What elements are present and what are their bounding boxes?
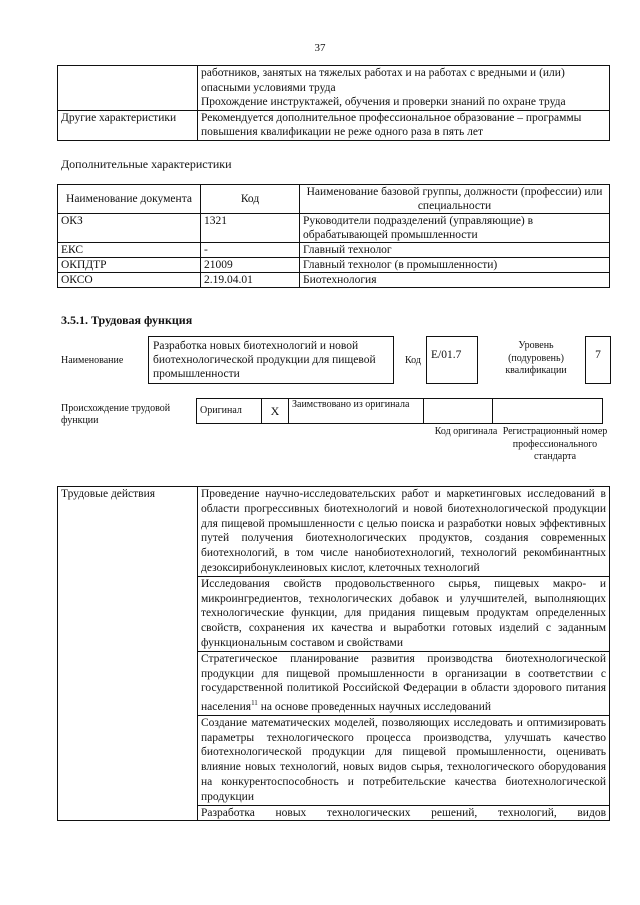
table-cell: Главный технолог (в промышленности) [300, 258, 610, 273]
name-label: Наименование [61, 355, 124, 366]
table-cell: ОКПДТР [58, 258, 201, 273]
labor-actions-label: Трудовые действия [58, 487, 198, 821]
code-original-cell [424, 399, 493, 424]
code-label: Код [405, 355, 421, 366]
original-mark: X [262, 399, 289, 424]
original-label: Оригинал [197, 399, 262, 424]
table-cell: Главный технолог [300, 243, 610, 258]
qualification-level: 7 [585, 336, 611, 384]
page-number: 37 [314, 42, 326, 54]
borrowed-label: Заимствовано из оригинала [289, 399, 424, 424]
table-cell: 21009 [201, 258, 300, 273]
table-header-row [58, 185, 610, 214]
row-line: Прохождение инструктажей, обучения и проверки знаний по охране труда [201, 96, 566, 108]
table-cell: Руководители подразделений (управляющие) в обрабатывающей промышленности [300, 214, 610, 243]
reg-number-label: Регистрационный номер профессионального стандарта [502, 426, 608, 462]
origin-label: Происхождение трудовой функции [61, 403, 171, 426]
table-row [58, 110, 610, 140]
table-row [58, 243, 610, 258]
table-cell: 1321 [201, 214, 300, 243]
column-header: Код [201, 185, 300, 214]
table-cell: 2.19.04.01 [201, 273, 300, 288]
row-content [198, 66, 610, 111]
reg-number-cell [493, 399, 603, 424]
labor-action [198, 651, 610, 715]
labor-action: Создание математических моделей, позволяющих исследовать и оптимизировать параметры технологического процесса производства, улучшать качество биотехнологической продукции для пищевой промышленности, оценивать влияние новых технологий, новых видов сырья, технологического оборудования на конкурентоспособность и потребительские качества биотехнологической продукции [198, 715, 610, 805]
row-label: Другие характеристики [58, 110, 198, 140]
additional-table [57, 184, 610, 288]
code-original-label: Код оригинала [434, 426, 498, 437]
table-cell: Биотехнология [300, 273, 610, 288]
origin-table [196, 398, 603, 424]
table-cell: ЕКС [58, 243, 201, 258]
table-cell: ОКЗ [58, 214, 201, 243]
labor-action-text: Стратегическое планирование развития производства биотехнологической продукции для пищевой промышленности в организации в соответствии с государственной политикой Российской Федерации в области здорового питания населения [201, 652, 606, 713]
section-title: 3.5.1. Трудовая функция [61, 313, 193, 327]
table-row [58, 214, 610, 243]
table-row [58, 258, 610, 273]
function-code: E/01.7 [426, 336, 478, 384]
row-line: работников, занятых на тяжелых работах и на работах с вредными и (или) опасными условиями труда [201, 67, 565, 94]
labor-action: Проведение научно-исследовательских работ и маркетинговых исследований в области прогрессивных биотехнологий и новой биотехнологической продукции для пищевой промышленности с целью поиска и разработки новых эффективных путей получения биотехнологических продуктов, создания современных биотехнологий, в том числе нанобиотехнологий, технологий рекомбинантных дезоксирибонуклеиновых кислот, клеточных технологий [198, 487, 610, 577]
function-name: Разработка новых биотехнологий и новой биотехнологической продукции для пищевой промышленности [148, 336, 394, 384]
footnote-mark: 11 [251, 699, 258, 708]
labor-action-tail: на основе проведенных научных исследований [260, 700, 492, 713]
labor-action: Разработка новых технологических решений, технологий, видов [198, 805, 610, 821]
additional-title: Дополнительные характеристики [61, 157, 232, 171]
labor-action: Исследования свойств продовольственного сырья, пищевых макро- и микроингредиентов, технологических добавок и улучшителей, выполняющих технологические функции, для придания пищевым продуктам определенных свойств, сохранения их качества и выработки готовых изделий с заданным функциональным составом и свойствами [198, 576, 610, 651]
table-row [58, 66, 610, 111]
labor-actions-table [57, 486, 610, 821]
row-label [58, 66, 198, 111]
table-cell: - [201, 243, 300, 258]
table-row [58, 273, 610, 288]
row-line: Рекомендуется дополнительное профессиональное образование – программы повышения квалификации не реже одного раза в пять лет [201, 111, 582, 138]
table-row [58, 487, 610, 577]
row-content [198, 110, 610, 140]
level-label: Уровень (подуровень) квалификации [505, 340, 567, 376]
column-header: Наименование базовой группы, должности (профессии) или специальности [300, 185, 610, 214]
column-header: Наименование документа [58, 185, 201, 214]
table-row [197, 399, 603, 424]
top-table [57, 65, 610, 141]
table-cell: ОКСО [58, 273, 201, 288]
